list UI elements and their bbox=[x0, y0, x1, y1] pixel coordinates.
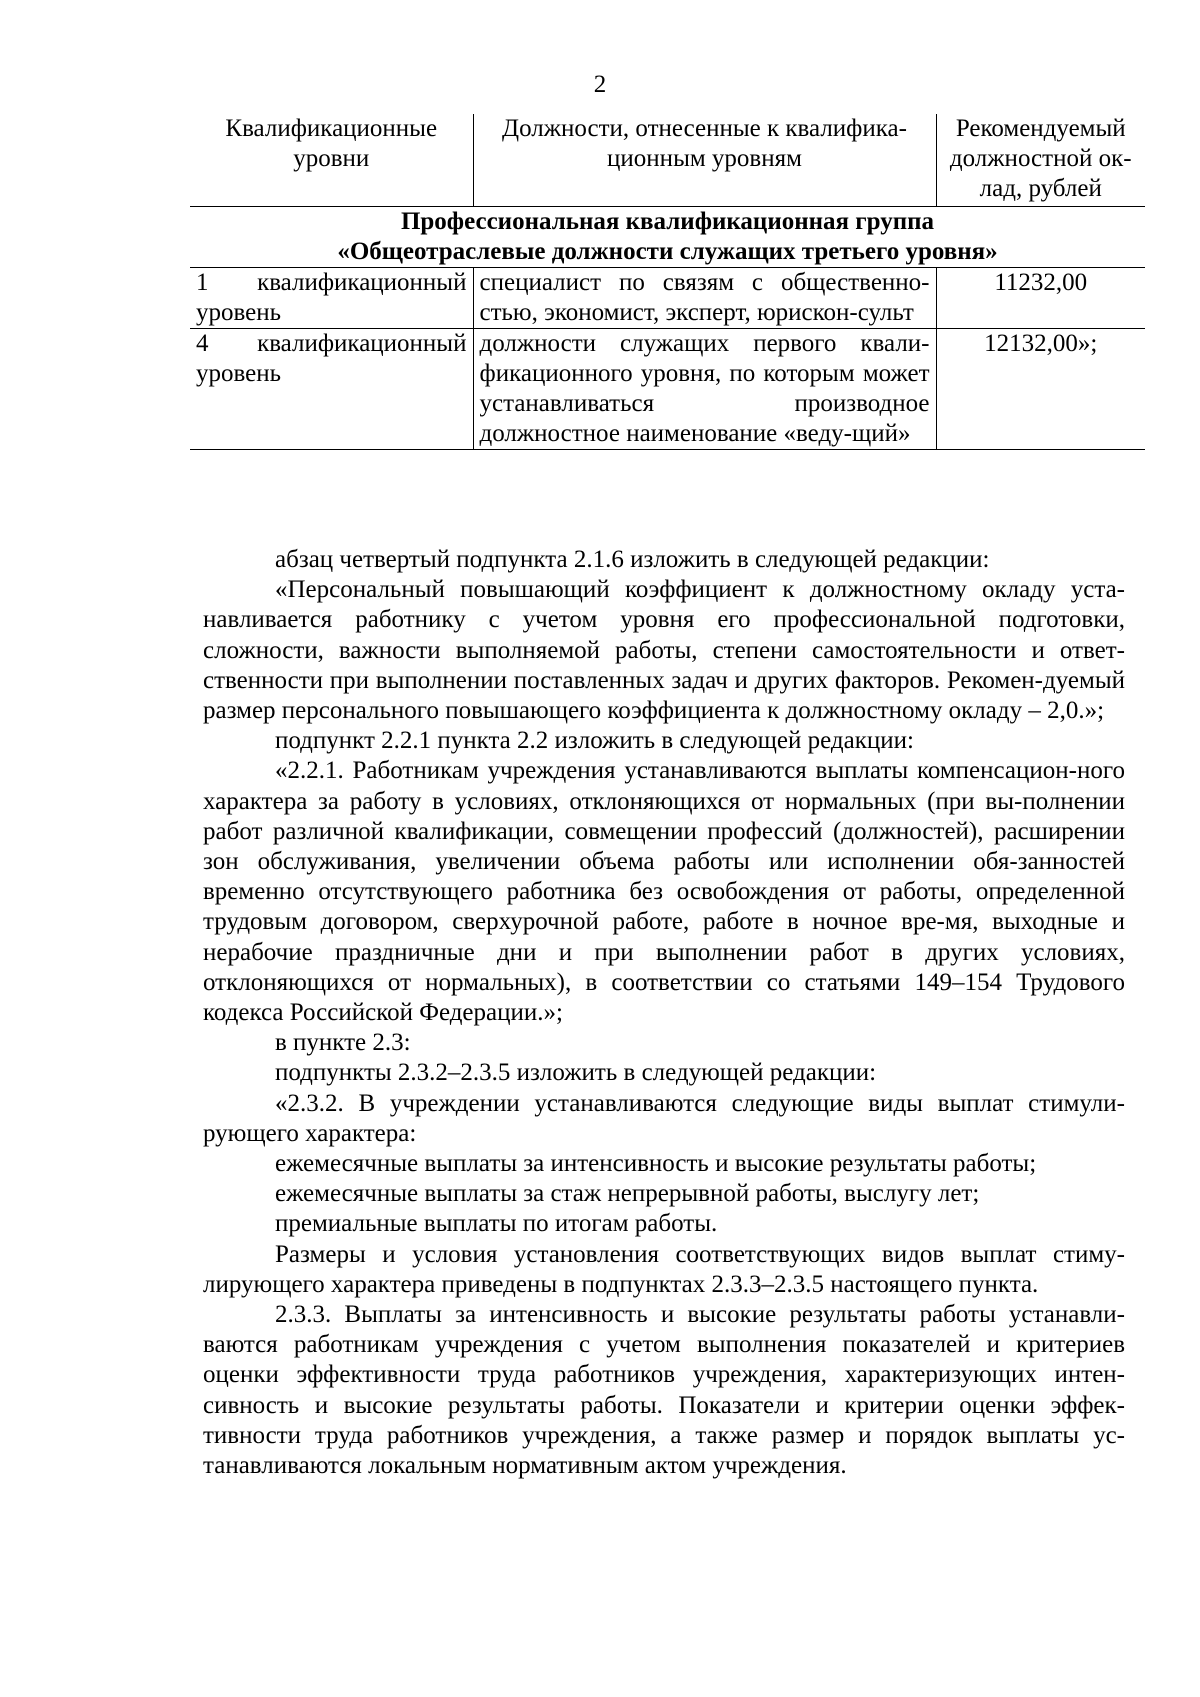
table-row bbox=[190, 329, 1145, 450]
page-number: 2 bbox=[593, 71, 607, 98]
document-body bbox=[203, 545, 1125, 1481]
header-salary: Рекомендуемый должностной ок-лад, рублей bbox=[936, 114, 1145, 207]
level-cell: 4 квалификационный уровень bbox=[190, 329, 473, 450]
positions-cell: специалист по связям с общественно-стью, экономист, эксперт, юрискон-сульт bbox=[473, 268, 936, 329]
paragraph: премиальные выплаты по итогам работы. bbox=[275, 1210, 718, 1238]
paragraph: Размеры и условия установления соответствующих видов выплат стиму-лирующего характера приведены в подпунктах 2.3.3–2.3.5 настоящего пункта. bbox=[203, 1240, 1125, 1298]
salary-cell: 11232,00 bbox=[936, 268, 1145, 329]
paragraph: подпункт 2.2.1 пункта 2.2 изложить в следующей редакции: bbox=[275, 727, 914, 755]
group-row bbox=[190, 207, 1145, 268]
group-title-cell bbox=[190, 207, 1145, 268]
paragraph: 2.3.3. Выплаты за интенсивность и высокие результаты работы устанавли-ваются работникам учреждения с учетом выполнения показателей и критериев оценки эффективности труда работников учреждения, характеризующих интен-сивность и высокие результаты работы. Показатели и критерии оценки эффек-тивности труда работников учреждения, а также размер и порядок выплаты ус-танавливаются локальным нормативным актом учреждения. bbox=[203, 1301, 1125, 1480]
table-row bbox=[190, 268, 1145, 329]
paragraph: «2.3.2. В учреждении устанавливаются следующие виды выплат стимули-рующего характера: bbox=[203, 1089, 1125, 1147]
paragraph: в пункте 2.3: bbox=[275, 1029, 411, 1057]
paragraph: ежемесячные выплаты за интенсивность и высокие результаты работы; bbox=[275, 1150, 1037, 1178]
table-header-row bbox=[190, 114, 1145, 207]
paragraph: подпункты 2.3.2–2.3.5 изложить в следующей редакции: bbox=[275, 1059, 877, 1087]
header-levels: Квалификационные уровни bbox=[190, 114, 473, 207]
group-title: Профессиональная квалификационная группа bbox=[400, 208, 935, 235]
paragraph: ежемесячные выплаты за стаж непрерывной работы, выслугу лет; bbox=[275, 1180, 980, 1208]
positions-cell: должности служащих первого квали-фикационного уровня, по которым может устанавливаться производное должностное наименование «веду-щий» bbox=[473, 329, 936, 450]
qualification-table bbox=[190, 114, 1145, 450]
paragraph: абзац четвертый подпункта 2.1.6 изложить в следующей редакции: bbox=[275, 546, 990, 573]
paragraph: «Персональный повышающий коэффициент к должностному окладу уста-навливается работнику с учетом уровня его профессиональной подготовки, сложности, важности выполняемой работы, степени самостоятельности и ответ-ственности при выполнении поставленных задач и других факторов. Рекомен-дуемый размер персонального повышающего коэффициента к должностному окладу – 2,0.»; bbox=[203, 576, 1125, 725]
group-subtitle: «Общеотраслевые должности служащих третьего уровня» bbox=[337, 238, 998, 265]
level-cell: 1 квалификационный уровень bbox=[190, 268, 473, 329]
header-positions: Должности, отнесенные к квалифика-ционным уровням bbox=[473, 114, 936, 207]
salary-cell: 12132,00»; bbox=[936, 329, 1145, 450]
paragraph: «2.2.1. Работникам учреждения устанавливаются выплаты компенсацион-ного характера за работу в условиях, отклоняющихся от нормальных (при вы-полнении работ различной квалификации, совмещении профессий (должностей), расширении зон обслуживания, увеличении объема работы или исполнении обя-занностей временно отсутствующего работника без освобождения от работы, определенной трудовым договором, сверхурочной работе, работе в ночное вре-мя, выходные и нерабочие праздничные дни и при выполнении работ в других условиях, отклоняющихся от нормальных), в соответствии со статьями 149–154 Трудового кодекса Российской Федерации.»; bbox=[203, 757, 1125, 1027]
